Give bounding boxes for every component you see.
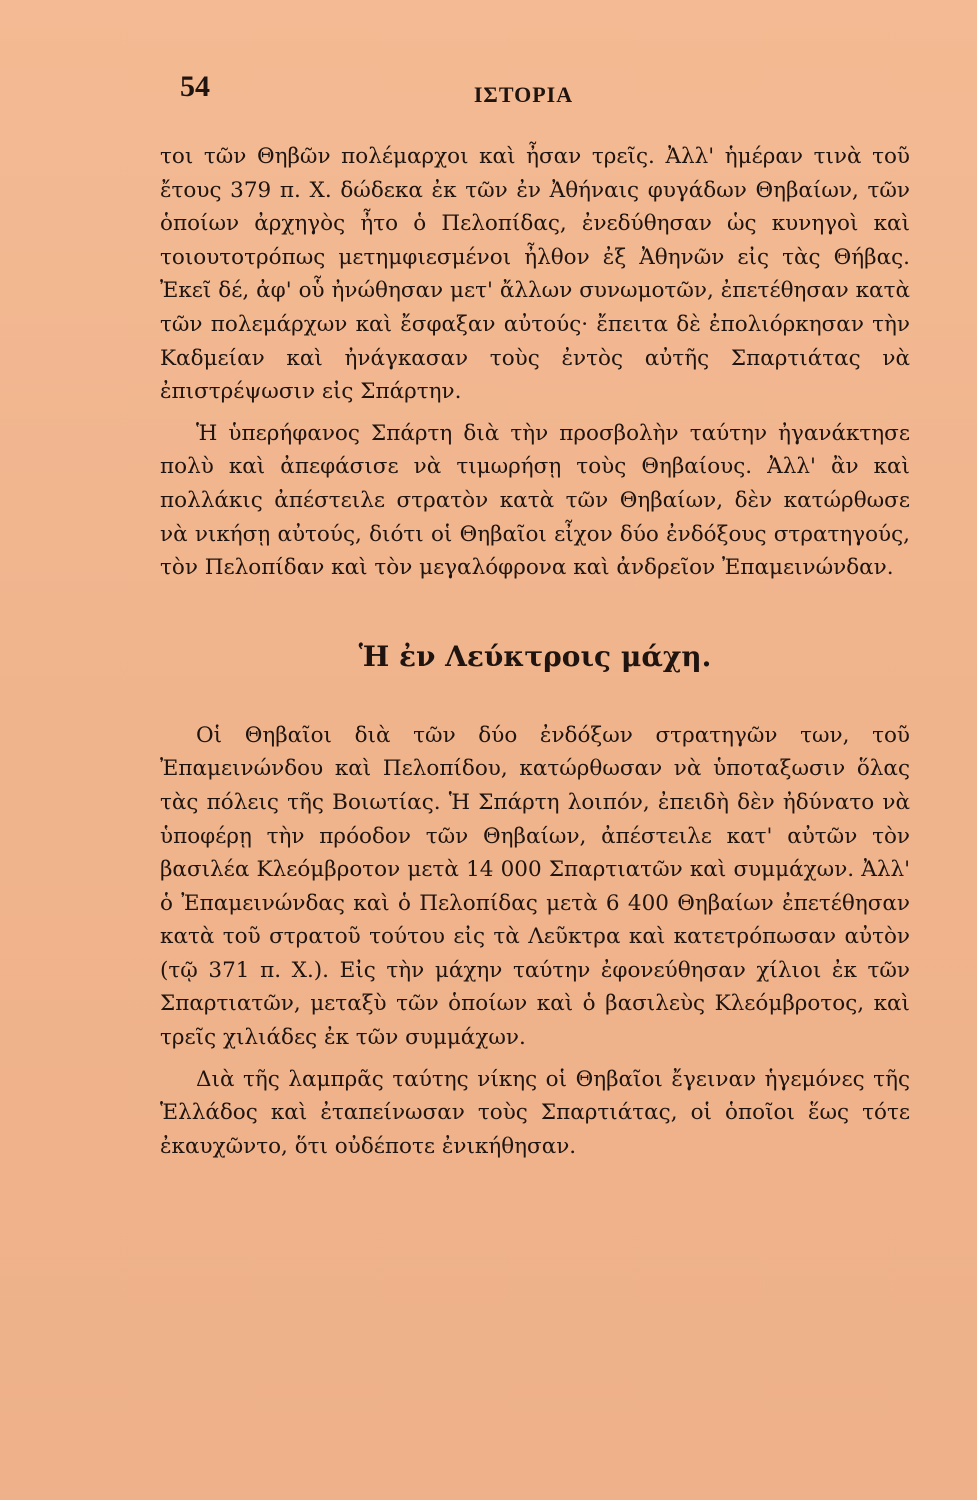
page-number: 54 — [180, 70, 210, 103]
paragraph: Οἱ Θηβαῖοι διὰ τῶν δύο ἐνδόξων στρατηγῶν των, τοῦ Ἐπαμεινώνδου καὶ Πελοπίδου, κατώρθωσαν νὰ ὑποταξωσιν ὅλας τὰς πόλεις τῆς Βοιωτίας. Ἡ Σπάρτη λοιπόν, ἐπειδὴ δὲν ἠδύνατο νὰ ὑποφέρῃ τὴν πρόοδον τῶν Θηβαίων, ἀπέστειλε κατ' αὐτῶν τὸν βασιλέα Κλεόμβροτον μετὰ 14 000 Σπαρτιατῶν καὶ συμμάχων. Ἀλλ' ὁ Ἐπαμεινώνδας καὶ ὁ Πελοπίδας μετὰ 6 400 Θηβαίων ἐπετέθησαν κατὰ τοῦ στρατοῦ τούτου εἰς τὰ Λεῦκτρα καὶ κατετρόπωσαν αὐτὸν (τῷ 371 π. Χ.). Εἰς τὴν μάχην ταύτην ἐφονεύθησαν χίλιοι ἐκ τῶν Σπαρτιατῶν, μεταξὺ τῶν ὁποίων καὶ ὁ βασιλεὺς Κλεόμβροτος, καὶ τρεῖς χιλιάδες ἐκ τῶν συμμάχων. — [160, 722, 910, 1051]
body-text — [160, 140, 910, 1163]
paragraph: τοι τῶν Θηβῶν πολέμαρχοι καὶ ἦσαν τρεῖς. Ἀλλ' ἡμέραν τινὰ τοῦ ἔτους 379 π. Χ. δώδεκα ἐκ τῶν ἐν Ἀθήναις φυγάδων Θηβαίων, τῶν ὁποίων ἀρχηγὸς ἦτο ὁ Πελοπίδας, ἐνεδύθησαν ὡς κυνηγοὶ καὶ τοιουτοτρόπως μετημφιεσμένοι ἦλθον ἐξ Ἀθηνῶν εἰς τὰς Θήβας. Ἐκεῖ δέ, ἀφ' οὗ ἠνώθησαν μετ' ἄλλων συνωμοτῶν, ἐπετέθησαν κατὰ τῶν πολεμάρχων καὶ ἔσφαξαν αὐτούς· ἔπειτα δὲ ἐπολιόρκησαν τὴν Καδμείαν καὶ ἠνάγκασαν τοὺς ἐντὸς αὐτῆς Σπαρτιάτας νὰ ἐπιστρέψωσιν εἰς Σπάρτην. — [160, 144, 910, 405]
section-title: Ἡ ἐν Λεύκτροις μάχη. — [358, 639, 712, 673]
paragraph: Διὰ τῆς λαμπρᾶς ταύτης νίκης οἱ Θηβαῖοι ἔγειναν ἡγεμόνες τῆς Ἑλλάδος καὶ ἐταπείνωσαν τοὺς Σπαρτιάτας, οἱ ὁποῖοι ἕως τότε ἐκαυχῶντο, ὅτι οὐδέποτε ἐνικήθησαν. — [160, 1066, 910, 1159]
running-head: ΙΣΤΟΡΙΑ — [473, 82, 574, 107]
paragraph: Ἡ ὑπερήφανος Σπάρτη διὰ τὴν προσβολὴν ταύτην ἠγανάκτησε πολὺ καὶ ἀπεφάσισε νὰ τιμωρήσῃ τοὺς Θηβαίους. Ἀλλ' ἂν καὶ πολλάκις ἀπέστειλε στρατὸν κατὰ τῶν Θηβαίων, δὲν κατώρθωσε νὰ νικήσῃ αὐτούς, διότι οἱ Θηβαῖοι εἶχον δύο ἐνδόξους στρατηγούς, τὸν Πελοπίδαν καὶ τὸν μεγαλόφρονα καὶ ἀνδρεῖον Ἐπαμεινώνδαν. — [160, 420, 910, 581]
